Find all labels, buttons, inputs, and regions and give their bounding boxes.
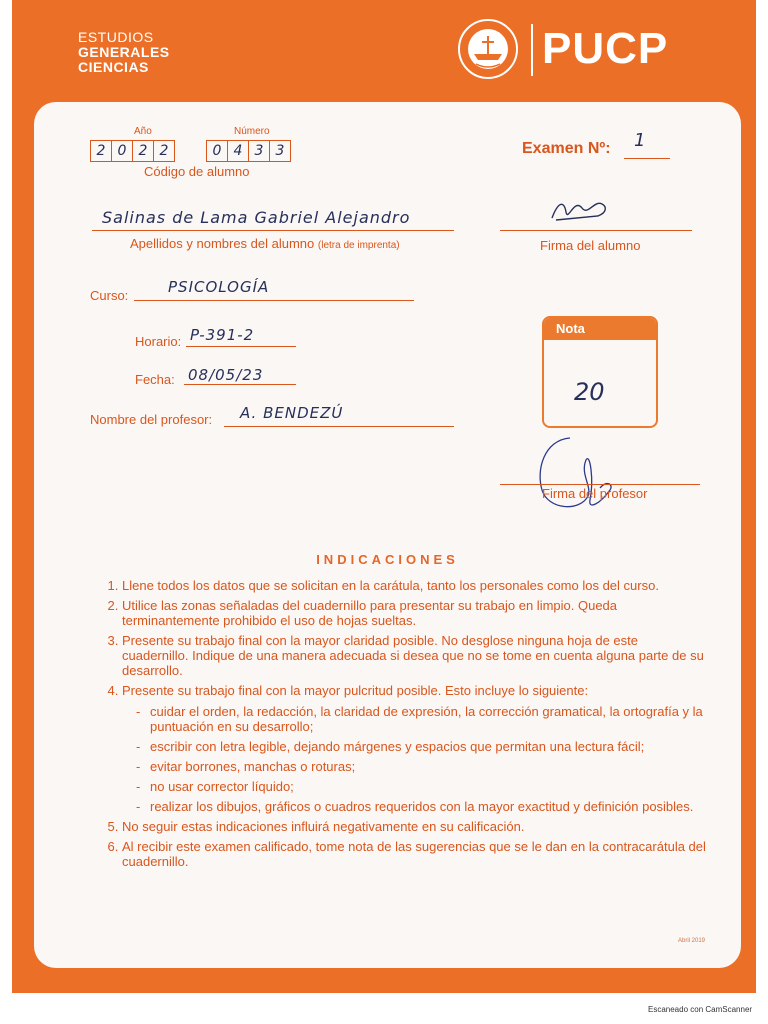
- nombre-hint: (letra de imprenta): [317, 240, 400, 251]
- nombre-value[interactable]: Salinas de Lama Gabriel Alejandro: [102, 208, 411, 227]
- indicacion-subitem: - realizar los dibujos, gráficos o cuadros requeridos con la mayor exactitud y definición posibles.: [136, 799, 706, 814]
- numero-label: Número: [234, 126, 270, 137]
- faculty-line-3: CIENCIAS: [78, 59, 149, 75]
- indicacion-subitem: - cuidar el orden, la redacción, la claridad de expresión, la corrección gramatical, la ortografía y la puntuación en su desarrollo;: [136, 704, 706, 734]
- brand-logo: PUCP: [542, 24, 669, 73]
- anio-label: Año: [134, 126, 152, 137]
- faculty-line-1: ESTUDIOS: [78, 29, 154, 45]
- anio-digit[interactable]: 2: [153, 140, 175, 162]
- indicacion-item: 5. No seguir estas indicaciones influirá negativamente en su calificación.: [122, 819, 706, 834]
- form-card: [34, 102, 741, 968]
- indicacion-subitem: - escribir con letra legible, dejando márgenes y espacios que permitan una lectura fácil;: [136, 739, 706, 754]
- indicacion-item-text: Presente su trabajo final con la mayor pulcritud posible. Esto incluye lo siguiente:: [122, 683, 589, 698]
- print-date-note: Abril 2019: [678, 938, 706, 944]
- fecha-label: Fecha:: [135, 372, 175, 387]
- indicacion-subitem: - evitar borrones, manchas o roturas;: [136, 759, 706, 774]
- firma-alumno-line: [500, 230, 692, 231]
- horario-value[interactable]: P-391-2: [190, 326, 255, 344]
- fecha-value[interactable]: 08/05/23: [188, 366, 264, 384]
- nota-label: Nota: [544, 318, 656, 340]
- indicaciones-list: [106, 578, 706, 874]
- horario-label: Horario:: [135, 334, 182, 349]
- indicacion-item: [122, 683, 706, 814]
- numero-digit[interactable]: 3: [269, 140, 291, 162]
- anio-digit[interactable]: 2: [132, 140, 154, 162]
- indicacion-item: 6. Al recibir este examen calificado, tome nota de las sugerencias que se le dan en la contracarátula del cuadernillo.: [122, 839, 706, 869]
- profesor-value[interactable]: A. BENDEZÚ: [240, 404, 344, 422]
- university-seal-icon: [452, 18, 524, 80]
- exam-cover-sheet: [12, 0, 756, 993]
- anio-boxes[interactable]: [90, 140, 174, 162]
- examen-label: Examen Nº:: [522, 140, 611, 157]
- profesor-label: Nombre del profesor:: [90, 412, 213, 427]
- curso-line: [134, 300, 414, 301]
- examen-value[interactable]: 1: [634, 130, 647, 151]
- professor-signature-icon: [530, 430, 630, 518]
- curso-label: Curso:: [90, 288, 129, 303]
- indicacion-subitem: - no usar corrector líquido;: [136, 779, 706, 794]
- anio-digit[interactable]: 0: [111, 140, 133, 162]
- nota-box: [542, 316, 658, 428]
- scanner-watermark: Escaneado con CamScanner: [648, 1005, 753, 1014]
- faculty-heading: [78, 30, 170, 75]
- horario-line: [186, 346, 296, 347]
- firma-alumno-label: Firma del alumno: [540, 238, 641, 253]
- nombre-label-text: Apellidos y nombres del alumno: [130, 236, 315, 251]
- profesor-line: [224, 426, 454, 427]
- nombre-label: [130, 236, 400, 251]
- numero-digit[interactable]: 0: [206, 140, 228, 162]
- numero-boxes[interactable]: [206, 140, 290, 162]
- firma-profesor-line: [500, 484, 700, 485]
- indicaciones-title: INDICACIONES: [316, 552, 459, 567]
- curso-value[interactable]: PSICOLOGÍA: [168, 278, 270, 296]
- firma-profesor-label: Firma del profesor: [542, 486, 648, 501]
- codigo-alumno-label: Código de alumno: [144, 164, 250, 179]
- indicacion-item: 1. Llene todos los datos que se solicitan en la carátula, tanto los personales como los del curso.: [122, 578, 706, 593]
- numero-digit[interactable]: 3: [248, 140, 270, 162]
- indicacion-item: 2. Utilice las zonas señaladas del cuadernillo para presentar su trabajo en limpio. Queda terminantemente prohibido el uso de hojas sueltas.: [122, 598, 706, 628]
- fecha-line: [184, 384, 296, 385]
- nota-value: 20: [574, 378, 605, 406]
- examen-line: [624, 158, 670, 159]
- numero-digit[interactable]: 4: [227, 140, 249, 162]
- nombre-line: [92, 230, 454, 231]
- student-signature-icon: [548, 194, 614, 226]
- faculty-line-2: GENERALES: [78, 44, 170, 60]
- indicacion-item: 3. Presente su trabajo final con la mayor claridad posible. No desglose ninguna hoja de este cuadernillo. Indique de una manera adecuada si desea que no se tome en cuenta alguna parte de su desarrollo.: [122, 633, 706, 678]
- anio-digit[interactable]: 2: [90, 140, 112, 162]
- brand-divider: [531, 24, 533, 76]
